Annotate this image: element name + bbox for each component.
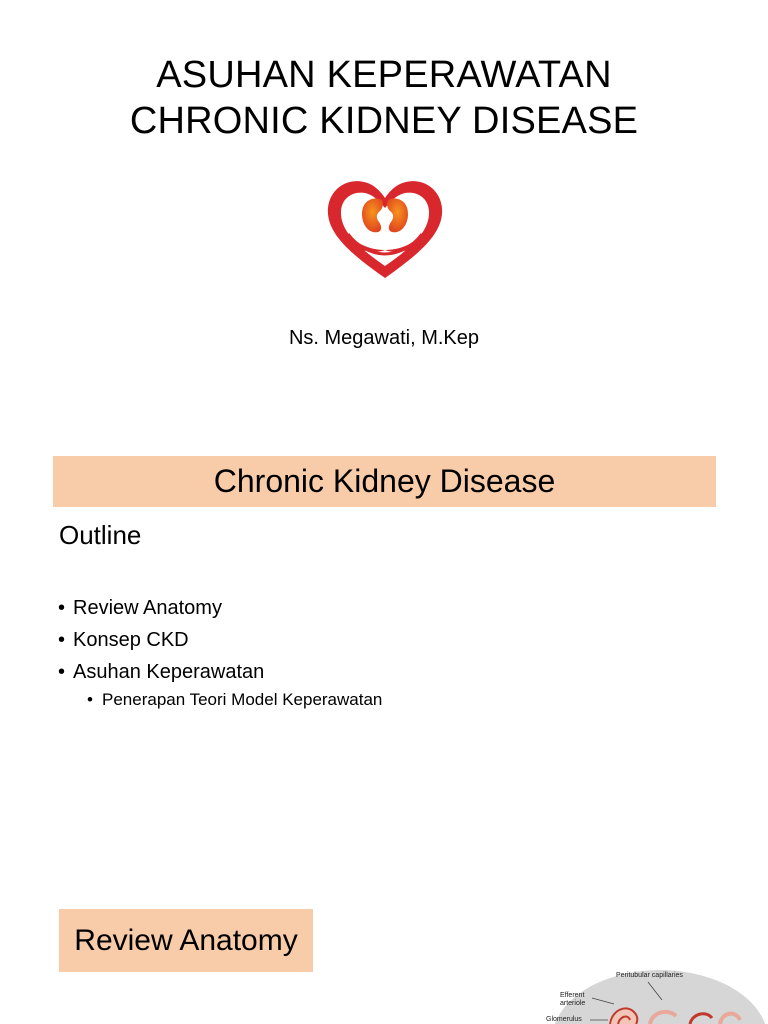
list-item: • Konsep CKD (58, 629, 189, 651)
title-line-2: CHRONIC KIDNEY DISEASE (129, 100, 639, 142)
list-item: • Asuhan Keperawatan (58, 661, 265, 683)
label-glomerulus: Glomerulus (546, 1016, 582, 1023)
slide-title (0, 52, 768, 144)
title-line-1: ASUHAN KEPERAWATAN (156, 54, 612, 96)
outline-heading: Outline (59, 520, 142, 550)
label-peritubular-capillaries: Peritubular capillaries (616, 972, 683, 979)
label-efferent-line2: arteriole (560, 1000, 586, 1007)
kidney-heart-hands-icon (318, 170, 452, 288)
sub-list-item: • Penerapan Teori Model Keperawatan (87, 690, 383, 709)
nephron-anatomy-figure (540, 960, 768, 1024)
section-title-band: Chronic Kidney Disease (53, 456, 716, 507)
outline-list (58, 592, 382, 712)
list-item: • Review Anatomy (58, 597, 222, 619)
label-efferent-line1: Efferent (560, 992, 585, 999)
author-name: Ns. Megawati, M.Kep (288, 327, 480, 349)
review-anatomy-band: Review Anatomy (59, 909, 313, 972)
